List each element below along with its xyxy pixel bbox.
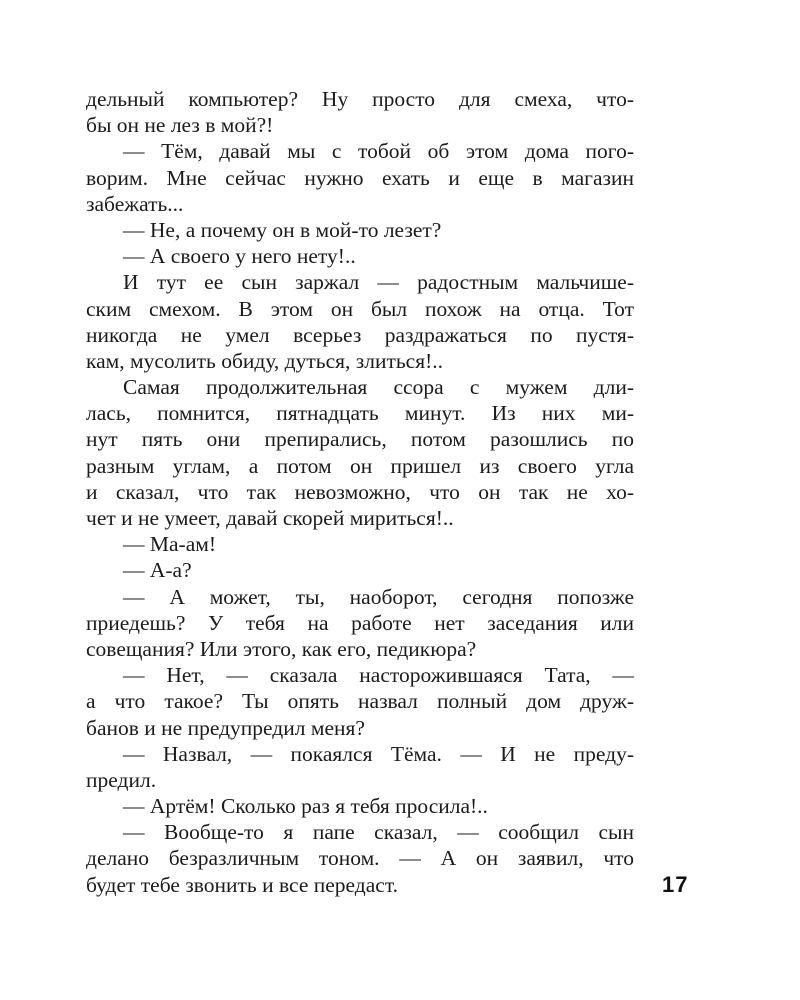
text-line: чет и не умеет, давай скорей мириться!.. — [86, 506, 454, 530]
text-line: ским смехом. В этом он был похож на отца. Тот — [86, 296, 634, 321]
text-line: — Тём, давай мы с тобой об этом дома пого- — [123, 139, 634, 164]
text-line: делано безразличным тоном. — А он заявил, что — [86, 846, 634, 871]
text-line: — Ма-ам! — [123, 532, 217, 557]
text-line: банов и не предупредил меня? — [86, 715, 365, 740]
text-line: дельный компьютер? Ну просто для смеха, что- — [86, 87, 634, 111]
text-line: — Нет, — сказала насторожившаяся Тата, — — [123, 663, 634, 688]
text-line: совещания? Или этого, как его, педикюра? — [86, 636, 477, 661]
text-line: никогда не умел всерьез раздражаться по пустя- — [86, 322, 634, 347]
text-line: — А своего у него нету!.. — [123, 244, 356, 269]
text-line: будет тебе звонить и все передаст. — [86, 872, 398, 897]
text-line: забежать... — [86, 191, 184, 216]
text-line: а что такое? Ты опять назвал полный дом друж- — [86, 689, 634, 714]
text-line: бы он не лез в мой?! — [86, 113, 274, 138]
text-line: приедешь? У тебя на работе нет заседания или — [86, 610, 634, 635]
text-line: и сказал, что так невозможно, что он так не хо- — [86, 479, 634, 504]
text-line: предил. — [86, 767, 157, 792]
page-body-text — [86, 86, 634, 906]
text-line: — Назвал, — покаялся Тёма. — И не преду- — [123, 741, 634, 766]
page-number: 17 — [662, 872, 689, 897]
text-line: кам, мусолить обиду, дуться, злиться!.. — [86, 348, 444, 373]
text-line: разным углам, а потом он пришел из своего угла — [86, 453, 634, 478]
text-line: — Не, а почему он в мой-то лезет? — [123, 217, 442, 242]
text-line: ворим. Мне сейчас нужно ехать и еще в магазин — [86, 165, 634, 190]
text-line: — А может, ты, наоборот, сегодня попозже — [123, 584, 634, 609]
text-line: И тут ее сын заржал — радостным мальчише- — [123, 270, 634, 295]
text-line: Самая продолжительная ссора с мужем дли- — [123, 375, 634, 400]
text-line: — Вообще-то я папе сказал, — сообщил сын — [123, 820, 634, 845]
text-line: нут пять они препирались, потом разошлись по — [86, 427, 634, 452]
text-line: лась, помнится, пятнадцать минут. Из них ми- — [86, 401, 634, 426]
text-line: — Артём! Сколько раз я тебя просила!.. — [123, 794, 488, 819]
text-line: — А-а? — [123, 558, 192, 583]
